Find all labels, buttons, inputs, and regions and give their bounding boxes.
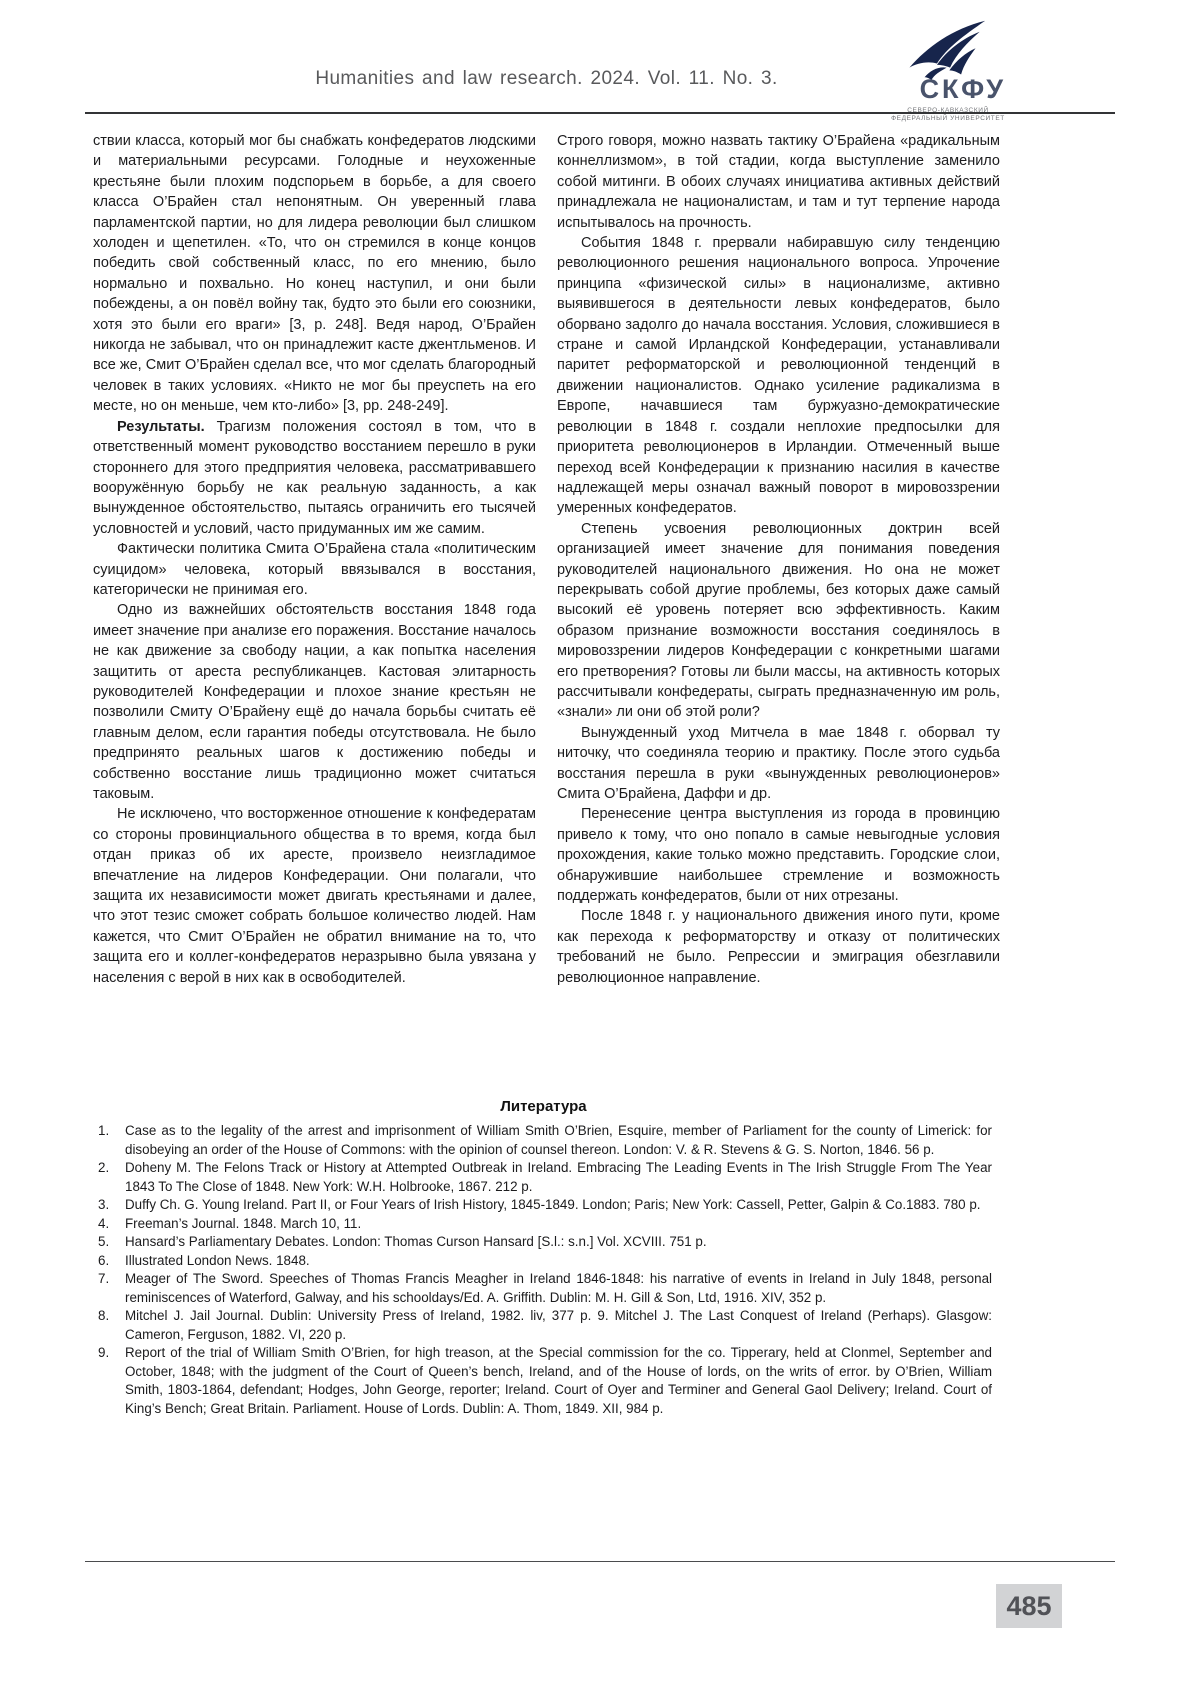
paragraph-lead: Результаты. xyxy=(117,418,217,435)
eagle-logo-icon xyxy=(905,18,991,80)
paragraph: Строго говоря, можно назвать тактику О’Брайена «радикальным коннеллизмом», в той стадии, когда выступление заменило собой митинги. В обоих случаях инициатива активных действий принадлежала не националистам, и там и тут терпение народа испытывалось на прочность. xyxy=(557,133,1000,231)
references-section xyxy=(95,1098,992,1418)
logo-caption-line2: ФЕДЕРАЛЬНЫЙ УНИВЕРСИТЕТ xyxy=(891,115,1005,122)
references-heading: Литература xyxy=(500,1098,587,1115)
paragraph: События 1848 г. прервали набиравшую силу тенденцию революционного решения национального вопроса. Упрочение принципа «физической силы» в национализме, активно выявившегося в деятельности левых конфедератов, было оборвано задолго до начала восстания. Условия, сложившиеся в стране и самой Ирландской Конфедерации, устанавливали паритет реформаторской и революционной тенденций в движении националистов. Однако усиление радикализма в Европе, начавшиеся там буржуазно-демократические революции в 1848 г. создали неплохие предпосылки для приоритета революционеров в Ирландии. Отмеченный выше переход всей Конфедерации к признанию насилия в качестве надлежащей меры означал важный поворот в мировоззрении умеренных конфедератов. xyxy=(557,235,1000,517)
left-column xyxy=(93,131,536,988)
references-list xyxy=(95,1122,992,1418)
paragraph: Вынужденный уход Митчела в мае 1848 г. оборвал ту ниточку, что соединяла теорию и практику. После этого судьба восстания перешла в руки «вынужденных революционеров» Смита О’Брайена, Даффи и др. xyxy=(557,724,1000,802)
reference-item: Illustrated London News. 1848. xyxy=(125,1252,310,1268)
paragraph: ствии класса, который мог бы снабжать конфедератов людскими и материальными ресурсами. Голодные и неухоженные крестьяне были плохим подспорьем в борьбе, а для своего класса О’Брайен стал непонятным. Он уверенный глава парламентской партии, но для лидера революции был слишком холоден и щепетилен. «То, что он стремился в конце концов победить свой собственный класс, по его мнению, было нормально и похвально. Но конец наступил, и они были побеждены, а он повёл войну так, будто это были его союзники, хотя это были его враги» [3, p. 248]. Ведя народ, О’Брайен никогда не забывал, что он принадлежит касте джентльменов. И все же, Смит О’Брайен сделал все, что мог сделать благородный человек в таких условиях. «Никто не мог бы преуспеть на его месте, но он меньше, чем кто-либо» [3, pp. 248-249]. xyxy=(93,133,536,415)
reference-item: Report of the trial of William Smith O’Brien, for high treason, at the Special commission for the co. Tipperary, held at Clonmel, September and October, 1848; with the judgment of the Court of Queen’s bench, Ireland, and of the House of lords, on the writs of error. by O’Brien, William Smith, 1803-1864, defendant; Hodges, John George, reporter; Ireland. Court of Oyer and Terminer and General Gaol Delivery; Ireland. Court of King’s Bench; Great Britain. Parliament. House of Lords. Dublin: A. Thom, 1849. XII, 984 p. xyxy=(125,1345,992,1416)
paragraph: Перенесение центра выступления из города в провинцию привело к тому, что оно попало в самые невыгодные условия прохождения, какие только можно представить. Городские слои, обнаружившие наибольшее стремление и возможность поддержать конфедератов, были от них отрезаны. xyxy=(557,806,1000,905)
reference-item: Duffy Ch. G. Young Ireland. Part II, or Four Years of Irish History, 1845-1849. London; Paris; New York: Cassell, Petter, Galpin & Co.1883. 780 p. xyxy=(125,1197,981,1212)
footer-rule xyxy=(85,1561,1115,1562)
logo-caption xyxy=(880,107,1016,123)
paragraph: После 1848 г. у национального движения иного пути, кроме как перехода к реформаторству и отказу от политических требований не было. Репрессии и эмиграция обезглавили революционное направление. xyxy=(557,908,1000,986)
logo-acronym: СКФУ xyxy=(919,74,1006,104)
paragraph: Результаты. Трагизм положения состоял в том, что в ответственный момент руководство восстанием перешло в руки стороннего для этого предприятия человека, рассматривавшего вооружённую борьбу не как реальную заданность, а как вынужденное обстоятельство, пытаясь ограничить его тысячей условностей и условий, часто придуманных им же самим. xyxy=(93,418,536,537)
reference-item: Mitchel J. Jail Journal. Dublin: University Press of Ireland, 1982. liv, 377 p. 9. Mitchel J. The Last Conquest of Ireland (Perhaps). Glasgow: Cameron, Ferguson, 1882. VI, 220 p. xyxy=(125,1308,992,1342)
right-column xyxy=(557,131,1000,988)
paragraph: Одно из важнейших обстоятельств восстания 1848 года имеет значение при анализе его поражения. Восстание началось не как движение за свободу нации, а как попытка населения защитить от ареста республиканцев. Кастовая элитарность руководителей Конфедерации и плохое знание крестьян не позволили Смиту О’Брайену ещё до начала борьбы считать её главным делом, если гарантия победы отсутствовала. Не было предпринято реальных шагов к достижению победы и собственно восстание лишь традиционно может считаться таковым. xyxy=(93,602,536,802)
logo-caption-line1: СЕВЕРО-КАВКАЗСКИЙ xyxy=(907,107,989,114)
journal-header-line: Humanities and law research. 2024. Vol. 11. No. 3. xyxy=(315,68,778,89)
university-logo xyxy=(880,18,1016,123)
reference-item: Freeman’s Journal. 1848. March 10, 11. xyxy=(125,1215,362,1231)
header-rule xyxy=(85,112,1115,114)
page-number: 485 xyxy=(996,1584,1062,1628)
paragraph: Степень усвоения революционных доктрин всей организацией имеет значение для понимания поведения руководителей национального движения. Но она не может перекрывать собой другие проблемы, без которых даже самый высокий её уровень потеряет всю эффективность. Каким образом признание возможности восстания соединялось в мировоззрении лидеров Конфедерации с конкретными шагами его претворения? Готовы ли были массы, на активность которых рассчитывали конфедераты, сыграть предназначенную им роль, «знали» ли они об этой роли? xyxy=(557,520,1000,721)
reference-item: Doheny M. The Felons Track or History at Attempted Outbreak in Ireland. Embracing The Leading Events in The Irish Struggle From The Year 1843 To The Close of 1848. New York: W.H. Holbrooke, 1867. 212 p. xyxy=(125,1160,992,1194)
article-body xyxy=(93,131,1000,988)
reference-item: Hansard’s Parliamentary Debates. London: Thomas Curson Hansard [S.l.: s.n.] Vol. XCVIII. 751 p. xyxy=(125,1234,707,1249)
reference-item: Case as to the legality of the arrest and imprisonment of William Smith O’Brien, Esquire, member of Parliament for the county of Limerick: for disobeying an order of the House of Commons: with the opinion of counsel thereon. London: V. & R. Stevens & G. S. Norton, 1846. 56 p. xyxy=(125,1123,992,1157)
paragraph: Не исключено, что восторженное отношение к конфедератам со стороны провинциального общества в то время, когда был отдан приказ об их аресте, произвело неизгладимое впечатление на лидеров Конфедерации. Они полагали, что защита их независимости может двигать крестьянами и далее, что этот тезис сможет собрать большое количество людей. Нам кажется, что Смит О’Брайен не обратил внимание на то, что защита его и коллег-конфедератов неразрывно была увязана у населения с верой в них как в освободителей. xyxy=(93,806,536,986)
paragraph: Фактически политика Смита О’Брайена стала «политическим суицидом» человека, который ввязывался в восстания, категорически не принимая его. xyxy=(93,541,536,598)
reference-item: Meager of The Sword. Speeches of Thomas Francis Meagher in Ireland 1846-1848: his narrative of events in Ireland in July 1848, personal reminiscences of Waterford, Galway, and his schooldays/Ed. A. Griffith. Dublin: M. H. Gill & Son, Ltd, 1916. XIV, 352 p. xyxy=(125,1271,992,1305)
